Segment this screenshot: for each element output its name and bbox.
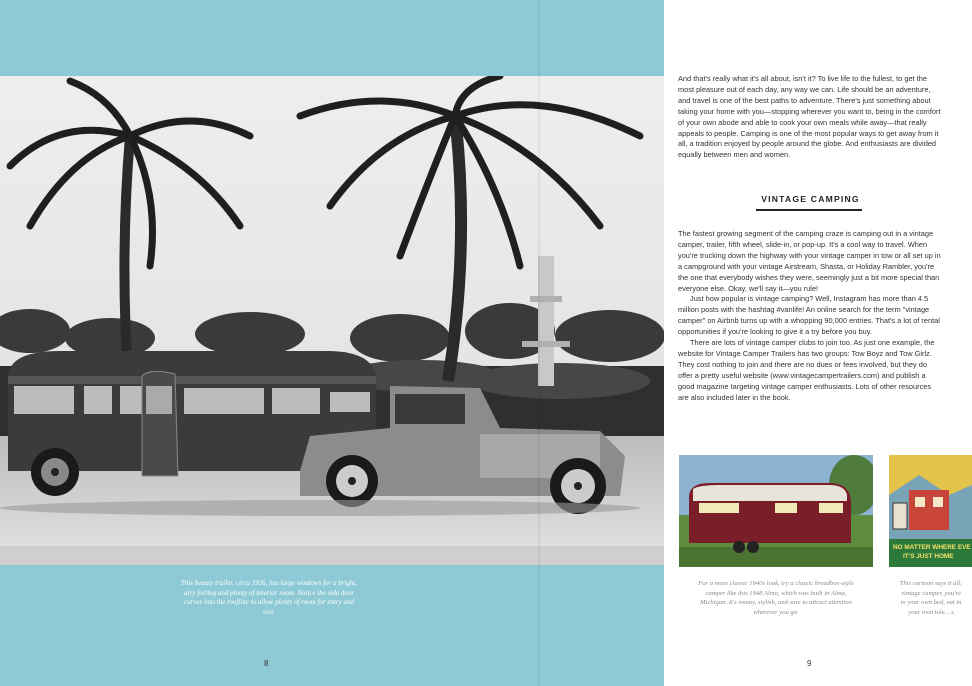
body-paragraph-3: There are lots of vintage camper clubs to join too. As just one example, the website for Vintage Camper Trailers has two groups: Tow Boyz and Tow Girlz. They cost nothing to join and there are no dues or fees involved, but they do offer a pretty useful website (www.vintagecampertrailers.com) and publish a good magazine targeting vintage camper enthusiasts. Lots of other resources are also included later in the book. [678, 338, 935, 402]
trailer-photo-illustration [0, 76, 664, 565]
alma-camper-caption: For a more classic 1940s look, try a classic breadbox-style camper like this 1948 Alma, which was built in Alma, Michigan. It's roomy, stylish, and sure to attract attention wherever you go. [698, 580, 854, 616]
alma-camper-postcard [679, 455, 873, 567]
page-number-right: 9 [807, 659, 812, 668]
postcard-slogan [893, 543, 972, 561]
intro-paragraph [678, 74, 943, 161]
postcard-slogan-line-1: NO MATTER WHERE EVE [893, 544, 971, 551]
postcard-slogan-line-2: IT'S JUST HOME [903, 553, 954, 560]
cartoon-caption [890, 579, 972, 617]
vintage-trailer-photo [0, 76, 664, 565]
intro-text: And that's really what it's all about, isn't it? To live life to the fullest, to get the most pleasure out of each day, any way we can. Life should be an adventure, and travel is one of the best paths to adventure. There's just something about taking your home with you—stopping wherever you want to, being in the comfort of your own abode and able to cook your own meals while away—that really appeals to people. Camping is one of the most popular ways to get away from it all, a tradition enjoyed by people around the globe. And enthusiasts are divided equally between men and women. [678, 74, 941, 160]
section-heading: VINTAGE CAMPING [761, 194, 860, 204]
body-paragraph-1: The fastest growing segment of the camping craze is camping out in a vintage camper, trailer, fifth wheel, slide-in, or pop-up. It's a cool way to travel. When you're trucking down the highway with your vintage camper in tow or all set up in a campground with your vintage Airstream, Shasta, or Holiday Rambler, you're the one that everybody wishes they were, seemingly just a bit more special than everyone else. Okay, we'll say it—you rule! [678, 229, 941, 293]
cartoon-caption-line-2: vintage camper, you're [901, 589, 961, 597]
section-body [678, 229, 943, 404]
cartoon-postcard [889, 455, 972, 567]
alma-camper-illustration [679, 455, 873, 567]
cartoon-caption-line-4: your own tole... s [908, 608, 954, 616]
page-spine [538, 0, 540, 686]
heading-underline [756, 209, 862, 211]
trailer-photo-caption: This beauty trailer, circa 1926, has large windows for a bright, airy feeling and plenty of interior room. Notice the side door curves into the roofline to allow plenty of room for entry and exit. [180, 579, 358, 616]
body-paragraph-2: Just how popular is vintage camping? Well, Instagram has more than 4.5 million posts with the hashtag #vanlife! An online search for the term "vintage camper" on Airbnb turns up with a whopping 90,000 entries. That's a lot of rental opportunities if you're looking to give it a try before you buy. [678, 294, 940, 337]
cartoon-caption-line-1: This cartoon says it all; [899, 580, 963, 587]
cartoon-caption-line-3: in your own bed, eat in [900, 599, 962, 606]
page-number-left: 8 [264, 659, 269, 668]
